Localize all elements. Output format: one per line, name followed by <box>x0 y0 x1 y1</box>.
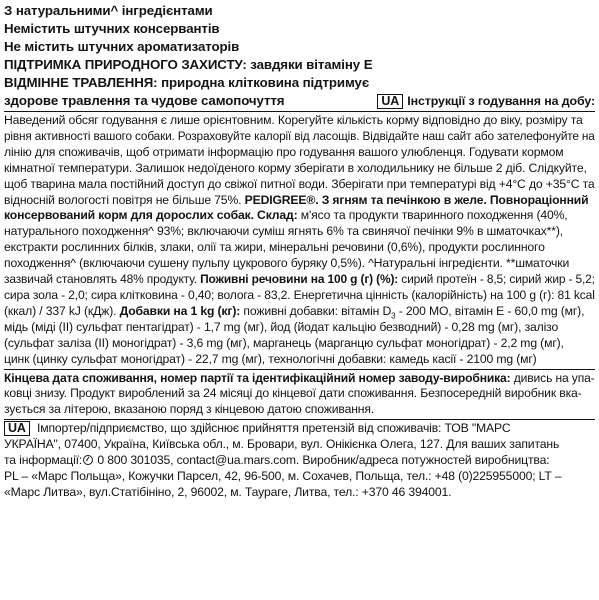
additives-text: поживні добавки: вітамін D <box>243 303 392 318</box>
feeding-instructions-title: Інструкції з годування на добу: <box>407 94 595 108</box>
expiry-line: ковці знизу. Продукт вироблений за 24 місяці до кінцевої дати споживання. Безпосередній виробник вка- <box>4 386 582 401</box>
info-label: та інформації: <box>4 453 83 468</box>
benefit-no-preservatives: Неміcтить штучних консервантів <box>4 21 220 36</box>
lang-badge-ua: UA <box>4 421 30 436</box>
benefit-digestion: ВІДМІННЕ ТРАВЛЕННЯ: природна клітковина підтримує <box>4 75 370 90</box>
composition-line: натурального походження^ 93%; включаючи суміш ягнять 6% та свинячої печінки 9% в шматочках**), <box>4 224 563 239</box>
nutrients-line: сира зола - 2,0; сира клітковина - 0,40; волога - 83,2. Енергетична цінність (калорійність) на 100 g (г): 81 kcal <box>4 287 595 302</box>
divider-bottom <box>4 419 595 420</box>
divider-mid <box>4 369 595 370</box>
feeding-line: Наведений обсяг годування є лише орієнтовним. Корегуйте кількість корму відповідно до віку, розміру та <box>4 113 583 127</box>
composition-line: походження^ (включаючи сушену пульпу цукрового буряку 0,5%). ^Натуральні інгредієнти. **шматочки <box>4 256 570 271</box>
feeding-instructions-header <box>377 92 595 110</box>
composition-line <box>4 208 595 224</box>
benefit-digestion-cont: здорове травлення та чудове самопочуття <box>4 93 285 108</box>
additives-line: (сульфат заліза (II) моногідрат) - 3,6 mg (мг), марганець (марганцю сульфат моногідрат) - 2,2 mg (мг), <box>4 335 564 350</box>
importer-block <box>4 421 595 501</box>
importer-text: Імпортер/підприємство, що здійснює прийняття претензій від споживачів: ТОВ "МАРС <box>33 421 511 436</box>
nutrients-line <box>4 272 595 288</box>
benefit-no-flavours: Не містить штучних ароматизаторів <box>4 39 240 54</box>
additives-title: Добавки на 1 kg (кг): <box>119 303 244 318</box>
composition-text: м'ясо та продукти тваринного походження (40%, <box>300 208 568 223</box>
importer-line <box>4 453 595 469</box>
product-type: консервований корм для дорослих собак. Склад: <box>4 208 301 223</box>
expiry-line: зується за літерою, вказаною поряд з кінцевою датою споживання. <box>4 402 375 417</box>
feeding-instructions-body <box>4 113 595 368</box>
energy-value: (ккал) / 337 kJ (кДж). <box>4 303 120 318</box>
benefit-digestion-row <box>4 92 595 110</box>
expiry-line <box>4 370 595 387</box>
nutrients-title: Поживні речовини на 100 g (г) (%): <box>200 272 402 287</box>
importer-line: УКРАЇНА", 07400, Україна, Київська обл., м. Бровари, вул. Онікієнка Олега, 127. Для ваших запитань <box>4 437 560 452</box>
benefit-natural: З натуральними^ інгредієнтами <box>4 3 213 18</box>
manufacturer-line: «Марс Литва», вул.Статібініно, 2, 96002, м. Таураге, Литва, тел.: +370 46 394001. <box>4 484 452 499</box>
feeding-line: щоб тварина мала постійний доступ до свіжої питної води. Зберігати при температурі від +4°С до +35°С та <box>4 176 595 191</box>
feeding-line: лінію для споживачів, щоб отримати інформацію про годування вашого улюбленця. Годувати кормом <box>4 144 564 159</box>
additives-line <box>4 304 595 320</box>
manufacturer-line: PL – «Марс Польща», Кожучки Парсел, 42, 96-500, м. Сохачев, Польща, тел.: +48 (0)225955000; LT – <box>4 468 562 483</box>
vitamin-d-subscript: 3 <box>391 311 396 321</box>
feeding-line <box>4 193 595 209</box>
feeding-line: рівня активності вашого собаки. Розраховуйте калорії від ласощів. Відвідайте наш сайт або зателефонуйте на <box>4 128 595 143</box>
importer-line <box>4 421 595 437</box>
pieces-share: зазвичай становлять 48% продукту. <box>4 272 201 287</box>
composition-line: екстракти рослинних білків, злаки, олії та жири, мінеральні речовини (0,6%), продукти рослинного <box>4 240 545 255</box>
lang-badge-ua: UA <box>377 94 403 109</box>
additives-line: мідь (мідi (II) сульфат пентагідрат) - 1,7 mg (мг), йод (йодат кальцію безводний) - 0,28 mg (мг), залізо <box>4 319 559 334</box>
expiry-title: Кінцева дата споживання, номер партії та ідентифікаційний номер заводу-виробника: <box>4 370 514 385</box>
storage-humidity: відносній вологості повітря не більше 75%. <box>4 192 245 207</box>
product-name: PEDIGREE®. З ягням та печінкою в желе. Повнораціонний <box>244 192 589 207</box>
expiry-block <box>4 371 595 419</box>
additives-line: цинк (цинку сульфат моногідрат) - 22,7 mg (мг), технологічні добавки: камедь касії - 2100 mg (мг) <box>4 351 537 366</box>
benefits-block <box>4 2 595 110</box>
expiry-text: дивись на упа- <box>513 370 595 385</box>
benefit-immunity: ПІДТРИМКА ПРИРОДНОГО ЗАХИСТУ: завдяки вітаміну Е <box>4 57 373 72</box>
contact-text: 0 800 301035, contact@ua.mars.com. Виробник/адреса потужностей виробництва: <box>94 453 550 468</box>
phone-icon <box>83 455 93 465</box>
additives-text-cont: - 200 МО, вітамін Е - 60,0 mg (мг), <box>395 303 585 318</box>
feeding-line: кімнатної температури. Залишок недоїденого корму зберігати в холодильнику не більше 2 діб. Слідкуйте, <box>4 160 587 175</box>
divider-top <box>4 111 595 112</box>
nutrients-values: сирий протеїн - 8,5; сирий жир - 5,2; <box>401 272 595 287</box>
